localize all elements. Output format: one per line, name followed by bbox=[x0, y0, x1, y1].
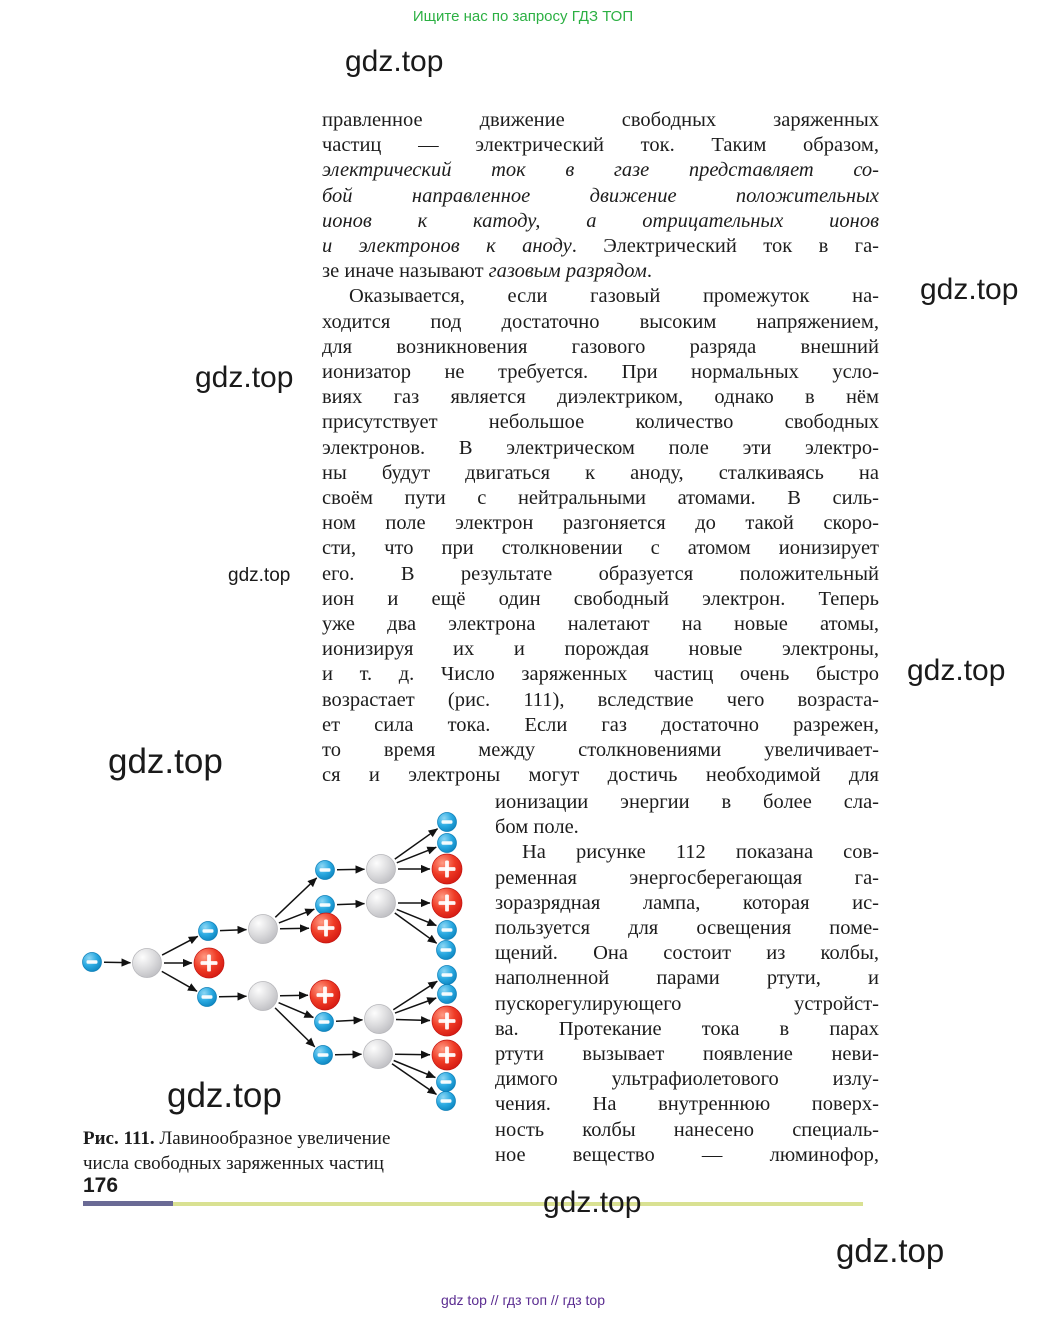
text-line: ионизируя их и порождая новые электроны, bbox=[322, 638, 879, 661]
text-line: электрический ток в газе представляет со- bbox=[322, 159, 879, 182]
ion-node bbox=[311, 913, 341, 943]
text-line: и т. д. Число заряженных частиц очень быстро bbox=[322, 663, 879, 686]
text-line: ном поле электрон разгоняется до такой скоро- bbox=[322, 512, 879, 535]
watermark-text: gdz.top bbox=[836, 1232, 945, 1269]
atom-node bbox=[249, 982, 278, 1011]
electron-node bbox=[316, 896, 335, 915]
text-line: пускорегулирующего устройст- bbox=[495, 992, 879, 1015]
arrow bbox=[104, 962, 131, 963]
arrow bbox=[396, 1020, 430, 1021]
minus-sign bbox=[442, 841, 453, 844]
electron-node bbox=[83, 953, 102, 972]
page-number: 176 bbox=[83, 1174, 119, 1197]
text-line: ион и ещё один свободный электрон. Теперь bbox=[322, 587, 879, 610]
text-line: На рисунке 112 показана сов- bbox=[522, 841, 879, 864]
electron-node bbox=[438, 834, 457, 853]
atom-node bbox=[367, 855, 396, 884]
minus-sign bbox=[319, 1020, 330, 1023]
minus-sign bbox=[202, 995, 213, 998]
figure-caption bbox=[83, 1126, 463, 1176]
arrow bbox=[220, 930, 247, 931]
electron-node bbox=[437, 941, 456, 960]
text-line: возрастает (рис. 111), вследствие чего возраста- bbox=[322, 688, 879, 711]
arrow bbox=[279, 909, 314, 923]
minus-sign bbox=[442, 992, 453, 995]
atom-node bbox=[364, 1040, 393, 1069]
minus-sign bbox=[203, 929, 214, 932]
text-line: частиц — электрический ток. Таким образом, bbox=[322, 134, 879, 157]
minus-sign bbox=[441, 948, 452, 951]
text-line: своём пути с нейтральными атомами. В силь- bbox=[322, 487, 879, 510]
text-line: ионизатор не требуется. При нормальных усло- bbox=[322, 361, 879, 384]
electron-node bbox=[199, 922, 218, 941]
text-line: ходится под достаточно высоким напряжением, bbox=[322, 310, 879, 333]
text-line: сти, что при столкновении с атомом ионизирует bbox=[322, 537, 879, 560]
electron-node bbox=[315, 1013, 334, 1032]
arrow bbox=[397, 847, 437, 863]
text-line: правленное движение свободных заряженных bbox=[322, 109, 879, 131]
text-line: виях газ является диэлектриком, однако в нём bbox=[322, 386, 879, 409]
arrow bbox=[219, 996, 247, 997]
minus-sign bbox=[320, 868, 331, 871]
electron-node bbox=[314, 1046, 333, 1065]
text-line: Рис. 111. Лавинообразное увеличение bbox=[83, 1128, 391, 1149]
arrow bbox=[162, 936, 198, 955]
minus-sign bbox=[318, 1053, 329, 1056]
footer-rule-dark-segment bbox=[83, 1201, 173, 1206]
text-line: то время между столкновениями увеличивает- bbox=[322, 739, 879, 762]
text-line: ет сила тока. Если газ достаточно разрежен, bbox=[322, 713, 879, 736]
text-line: ионов к катоду, а отрицательных ионов bbox=[322, 209, 879, 232]
text-line: уже два электрона налетают на новые атомы, bbox=[322, 613, 879, 636]
text-line: зоразрядная лампа, которая ис- bbox=[495, 891, 879, 914]
electron-node bbox=[437, 1092, 456, 1111]
text-line: бом поле. bbox=[495, 816, 579, 839]
text-line: числа свободных заряженных частиц bbox=[83, 1153, 384, 1174]
text-line: ность колбы нанесено специаль- bbox=[495, 1118, 879, 1141]
watermark-text: gdz.top bbox=[345, 45, 444, 78]
text-line: и электронов к аноду. Электрический ток в га- bbox=[322, 235, 879, 258]
minus-sign bbox=[320, 903, 331, 906]
electron-node bbox=[438, 985, 457, 1004]
arrow bbox=[275, 1008, 315, 1047]
text-line: ртути вызывает появление неви- bbox=[495, 1043, 879, 1066]
watermark-text: gdz.top bbox=[907, 654, 1006, 687]
watermark-text: gdz.top bbox=[167, 1076, 282, 1115]
minus-sign bbox=[442, 973, 453, 976]
text-line: его. В результате образуется положительный bbox=[322, 562, 879, 585]
electron-node bbox=[438, 966, 457, 985]
text-line: для возникновения газового разряда внешний bbox=[322, 335, 879, 358]
text-line: Оказывается, если газовый промежуток на- bbox=[349, 285, 879, 308]
text-line: бой направленное движение положительных bbox=[322, 184, 879, 207]
ion-node bbox=[432, 1006, 462, 1036]
electron-node bbox=[438, 921, 457, 940]
electron-node bbox=[438, 813, 457, 832]
text-line: пользуется для освещения поме- bbox=[495, 917, 879, 940]
text-line: ионизации энергии в более сла- bbox=[495, 791, 879, 813]
minus-sign bbox=[442, 928, 453, 931]
watermark-text: gdz.top bbox=[228, 565, 291, 586]
arrow bbox=[279, 1003, 314, 1018]
minus-sign bbox=[442, 820, 453, 823]
ion-node bbox=[432, 1040, 462, 1070]
arrow bbox=[397, 909, 437, 925]
footer-rule bbox=[83, 1201, 863, 1207]
minus-sign bbox=[441, 1099, 452, 1102]
body-text-wide bbox=[322, 108, 879, 788]
atom-node bbox=[249, 915, 278, 944]
text-line: присутствует небольшое количество свободных bbox=[322, 411, 879, 434]
ion-node bbox=[432, 888, 462, 918]
minus-sign bbox=[87, 960, 98, 963]
arrow bbox=[337, 869, 365, 870]
body-text-narrow bbox=[495, 790, 879, 1168]
text-line: электронов. В электрическом поле эти электро- bbox=[322, 436, 879, 459]
atom-node bbox=[133, 949, 162, 978]
watermark-text: gdz.top bbox=[108, 742, 223, 781]
watermark-text: gdz.top bbox=[920, 273, 1019, 306]
electron-node bbox=[198, 988, 217, 1007]
ion-node bbox=[310, 980, 340, 1010]
footer-rule-light-segment bbox=[173, 1202, 863, 1206]
arrow bbox=[336, 1020, 363, 1021]
text-line: ное вещество — люминофор, bbox=[495, 1143, 879, 1166]
text-line: щений. Она состоит из колбы, bbox=[495, 942, 879, 965]
electron-node bbox=[437, 1073, 456, 1092]
atom-node bbox=[365, 1005, 394, 1034]
text-line: ся и электроны могут достичь необходимой для bbox=[322, 764, 879, 787]
arrow bbox=[162, 971, 197, 991]
arrow bbox=[395, 1054, 430, 1055]
text-line: ременная энергосберегающая га- bbox=[495, 866, 879, 889]
text-line: ны будут двигаться к аноду, сталкиваясь на bbox=[322, 461, 879, 484]
ion-node bbox=[194, 948, 224, 978]
atom-node bbox=[367, 889, 396, 918]
text-line: наполненной парами ртути, и bbox=[495, 967, 879, 990]
footer-links[interactable]: gdz top // гдз топ // гдз top bbox=[440, 1292, 606, 1308]
watermark-text: gdz.top bbox=[195, 361, 294, 394]
ion-node bbox=[432, 854, 462, 884]
text-line: зе иначе называют газовым разрядом. bbox=[322, 260, 652, 283]
electron-node bbox=[316, 861, 335, 880]
arrow bbox=[335, 1054, 362, 1055]
minus-sign bbox=[441, 1080, 452, 1083]
watermark-text: gdz.top bbox=[543, 1186, 642, 1219]
text-line: димого ультрафиолетового излу- bbox=[495, 1068, 879, 1091]
arrow bbox=[337, 904, 365, 905]
text-line: ва. Протекание тока в парах bbox=[495, 1017, 879, 1040]
text-line: чения. На внутреннюю поверх- bbox=[495, 1093, 879, 1116]
header-notice: Ищите нас по запросу ГДЗ ТОП bbox=[412, 8, 634, 25]
